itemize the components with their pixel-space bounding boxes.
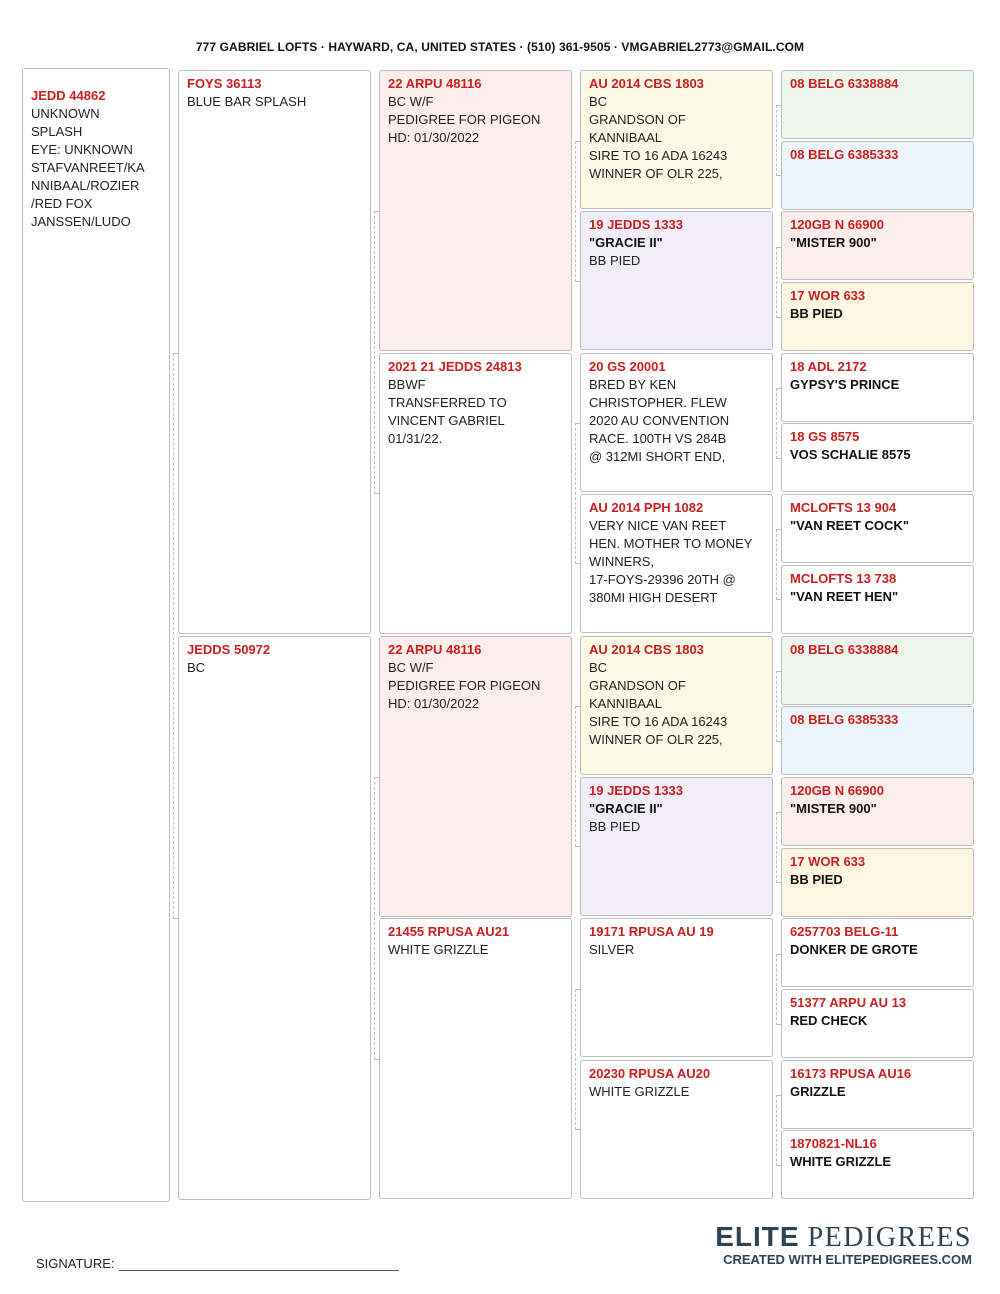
detail-line: BB PIED <box>589 253 641 268</box>
detail-line: /RED FOX <box>31 196 93 211</box>
header-contact: 777 GABRIEL LOFTS · HAYWARD, CA, UNITED STATES · (510) 361-9505 · VMGABRIEL2773@GMAIL.COM <box>195 40 805 54</box>
gen3-bird-2[interactable] <box>379 353 572 634</box>
detail-line: "GRACIE II" <box>589 235 663 250</box>
detail-line: HEN. MOTHER TO MONEY <box>589 536 753 551</box>
pedigree-connector <box>173 353 178 919</box>
pedigree-connector <box>575 141 580 282</box>
gen5-bird-5[interactable] <box>781 353 974 422</box>
band-number: MCLOFTS 13 738 <box>790 571 897 586</box>
band-number: AU 2014 CBS 1803 <box>589 76 704 91</box>
detail-line: 01/31/22. <box>388 431 443 446</box>
detail-line: STAFVANREET/KA <box>31 160 145 175</box>
gen4-bird-2[interactable] <box>580 211 773 350</box>
detail-line: RACE. 100TH VS 284B <box>589 431 727 446</box>
band-number: 08 BELG 6385333 <box>790 147 899 162</box>
gen5-bird-2[interactable] <box>781 141 974 210</box>
gen5-bird-14[interactable] <box>781 989 974 1058</box>
band-number: 08 BELG 6338884 <box>790 76 899 91</box>
detail-line: 2020 AU CONVENTION <box>589 413 730 428</box>
detail-line: VINCENT GABRIEL <box>388 413 505 428</box>
gen5-bird-10[interactable] <box>781 706 974 775</box>
band-number: MCLOFTS 13 904 <box>790 500 897 515</box>
detail-line: KANNIBAAL <box>589 130 662 145</box>
detail-line: BB PIED <box>790 306 843 321</box>
detail-line: WINNER OF OLR 225, <box>589 166 723 181</box>
detail-line: UNKNOWN <box>31 106 100 121</box>
gen3-bird-4[interactable] <box>379 918 572 1199</box>
band-number: 21455 RPUSA AU21 <box>388 924 510 939</box>
detail-line: BB PIED <box>589 819 641 834</box>
detail-line: GYPSY'S PRINCE <box>790 377 900 392</box>
detail-line: BC W/F <box>388 660 434 675</box>
band-number: 20230 RPUSA AU20 <box>589 1066 711 1081</box>
detail-line: "MISTER 900" <box>790 235 877 250</box>
detail-line: PEDIGREE FOR PIGEON <box>388 678 541 693</box>
detail-line: WINNER OF OLR 225, <box>589 732 723 747</box>
detail-line: BC <box>589 94 608 109</box>
gen3-bird-1[interactable] <box>379 70 572 351</box>
gen5-bird-7[interactable] <box>781 494 974 563</box>
band-number: 51377 ARPU AU 13 <box>790 995 907 1010</box>
elite-pedigrees-logo <box>715 1222 972 1267</box>
detail-line: GRIZZLE <box>790 1084 846 1099</box>
pedigree-connector <box>776 954 781 1025</box>
detail-line: "VAN REET COCK" <box>790 518 909 533</box>
logo-pedigrees: PEDIGREES <box>807 1222 972 1253</box>
detail-line: JANSSEN/LUDO <box>31 214 131 229</box>
detail-line: KANNIBAAL <box>589 696 662 711</box>
band-number: 2021 21 JEDDS 24813 <box>388 359 522 374</box>
detail-line: BC W/F <box>388 94 434 109</box>
detail-line: WINNERS, <box>589 554 654 569</box>
pedigree-connector <box>776 671 781 742</box>
gen2-bird-2[interactable] <box>178 636 371 1200</box>
pedigree-connector <box>776 388 781 459</box>
band-number: 20 GS 20001 <box>589 359 666 374</box>
gen5-bird-13[interactable] <box>781 918 974 987</box>
detail-line: @ 312MI SHORT END, <box>589 449 726 464</box>
band-number: 6257703 BELG-11 <box>790 924 899 939</box>
band-number: 18 ADL 2172 <box>790 359 867 374</box>
band-number: 120GB N 66900 <box>790 783 884 798</box>
detail-line: WHITE GRIZZLE <box>388 942 489 957</box>
pedigree-connector <box>776 529 781 600</box>
detail-line: GRANDSON OF <box>589 678 686 693</box>
band-number: JEDD 44862 <box>31 88 106 103</box>
pedigree-connector <box>374 211 379 494</box>
detail-line: WHITE GRIZZLE <box>589 1084 690 1099</box>
detail-line: "GRACIE II" <box>589 801 663 816</box>
band-number: 19 JEDDS 1333 <box>589 217 683 232</box>
gen5-bird-11[interactable] <box>781 777 974 846</box>
logo-elite: ELITE <box>715 1221 800 1252</box>
pedigree-connector <box>575 423 580 564</box>
detail-line: BC <box>187 660 206 675</box>
band-number: 1870821-NL16 <box>790 1136 877 1151</box>
detail-line: "VAN REET HEN" <box>790 589 899 604</box>
band-number: 16173 RPUSA AU16 <box>790 1066 912 1081</box>
band-number: 22 ARPU 48116 <box>388 642 482 657</box>
band-number: 120GB N 66900 <box>790 217 884 232</box>
gen4-bird-5[interactable] <box>580 636 773 775</box>
pedigree-connector <box>575 989 580 1130</box>
detail-line: TRANSFERRED TO <box>388 395 507 410</box>
detail-line: BRED BY KEN <box>589 377 677 392</box>
gen5-bird-16[interactable] <box>781 1130 974 1199</box>
detail-line: HD: 01/30/2022 <box>388 130 480 145</box>
band-number: AU 2014 CBS 1803 <box>589 642 704 657</box>
logo-wordmark <box>715 1222 972 1253</box>
band-number: 17 WOR 633 <box>790 854 866 869</box>
detail-line: BBWF <box>388 377 426 392</box>
signature-area <box>36 1256 399 1271</box>
gen4-bird-1[interactable] <box>580 70 773 209</box>
band-number: 19 JEDDS 1333 <box>589 783 683 798</box>
band-number: 08 BELG 6338884 <box>790 642 899 657</box>
gen5-bird-4[interactable] <box>781 282 974 351</box>
gen5-bird-6[interactable] <box>781 423 974 492</box>
detail-line: GRANDSON OF <box>589 112 686 127</box>
detail-line: 380MI HIGH DESERT <box>589 590 718 605</box>
pedigree-connector <box>776 812 781 883</box>
detail-line: SPLASH <box>31 124 83 139</box>
detail-line: VOS SCHALIE 8575 <box>790 447 911 462</box>
detail-line: BC <box>589 660 608 675</box>
detail-line: "MISTER 900" <box>790 801 877 816</box>
pedigree-connector <box>776 105 781 176</box>
gen4-bird-6[interactable] <box>580 777 773 916</box>
detail-line: SILVER <box>589 942 635 957</box>
pedigree-connector <box>776 247 781 318</box>
gen5-bird-9[interactable] <box>781 636 974 705</box>
pedigree-connector <box>374 777 379 1060</box>
detail-line: BB PIED <box>790 872 843 887</box>
detail-line: EYE: UNKNOWN <box>31 142 133 157</box>
band-number: 22 ARPU 48116 <box>388 76 482 91</box>
gen4-bird-3[interactable] <box>580 353 773 492</box>
detail-line: DONKER DE GROTE <box>790 942 918 957</box>
gen5-bird-3[interactable] <box>781 211 974 280</box>
pedigree-connector <box>776 1095 781 1166</box>
pedigree-connector <box>575 706 580 847</box>
detail-line: VERY NICE VAN REET <box>589 518 727 533</box>
gen5-bird-12[interactable] <box>781 848 974 917</box>
gen4-bird-7[interactable] <box>580 918 773 1057</box>
subject-bird[interactable] <box>22 68 170 1202</box>
gen5-bird-8[interactable] <box>781 565 974 634</box>
detail-line: WHITE GRIZZLE <box>790 1154 892 1169</box>
band-number: JEDDS 50972 <box>187 642 271 657</box>
signature-label: SIGNATURE: <box>36 1256 115 1271</box>
gen4-bird-8[interactable] <box>580 1060 773 1199</box>
detail-line: SIRE TO 16 ADA 16243 <box>589 714 728 729</box>
gen2-bird-1[interactable] <box>178 70 371 634</box>
gen3-bird-3[interactable] <box>379 636 572 917</box>
detail-line: SIRE TO 16 ADA 16243 <box>589 148 728 163</box>
gen5-bird-15[interactable] <box>781 1060 974 1129</box>
detail-line: 17-FOYS-29396 20TH @ <box>589 572 736 587</box>
band-number: FOYS 36113 <box>187 76 262 91</box>
detail-line: RED CHECK <box>790 1013 868 1028</box>
logo-credit: CREATED WITH ELITEPEDIGREES.COM <box>723 1252 972 1267</box>
band-number: 17 WOR 633 <box>790 288 866 303</box>
band-number: 08 BELG 6385333 <box>790 712 899 727</box>
detail-line: CHRISTOPHER. FLEW <box>589 395 727 410</box>
band-number: AU 2014 PPH 1082 <box>589 500 704 515</box>
band-number: 18 GS 8575 <box>790 429 860 444</box>
detail-line: NNIBAAL/ROZIER <box>31 178 140 193</box>
gen5-bird-1[interactable] <box>781 70 974 139</box>
detail-line: BLUE BAR SPLASH <box>187 94 307 109</box>
detail-line: PEDIGREE FOR PIGEON <box>388 112 541 127</box>
band-number: 19171 RPUSA AU 19 <box>589 924 714 939</box>
gen4-bird-4[interactable] <box>580 494 773 633</box>
signature-line[interactable] <box>119 1258 399 1271</box>
detail-line: HD: 01/30/2022 <box>388 696 480 711</box>
